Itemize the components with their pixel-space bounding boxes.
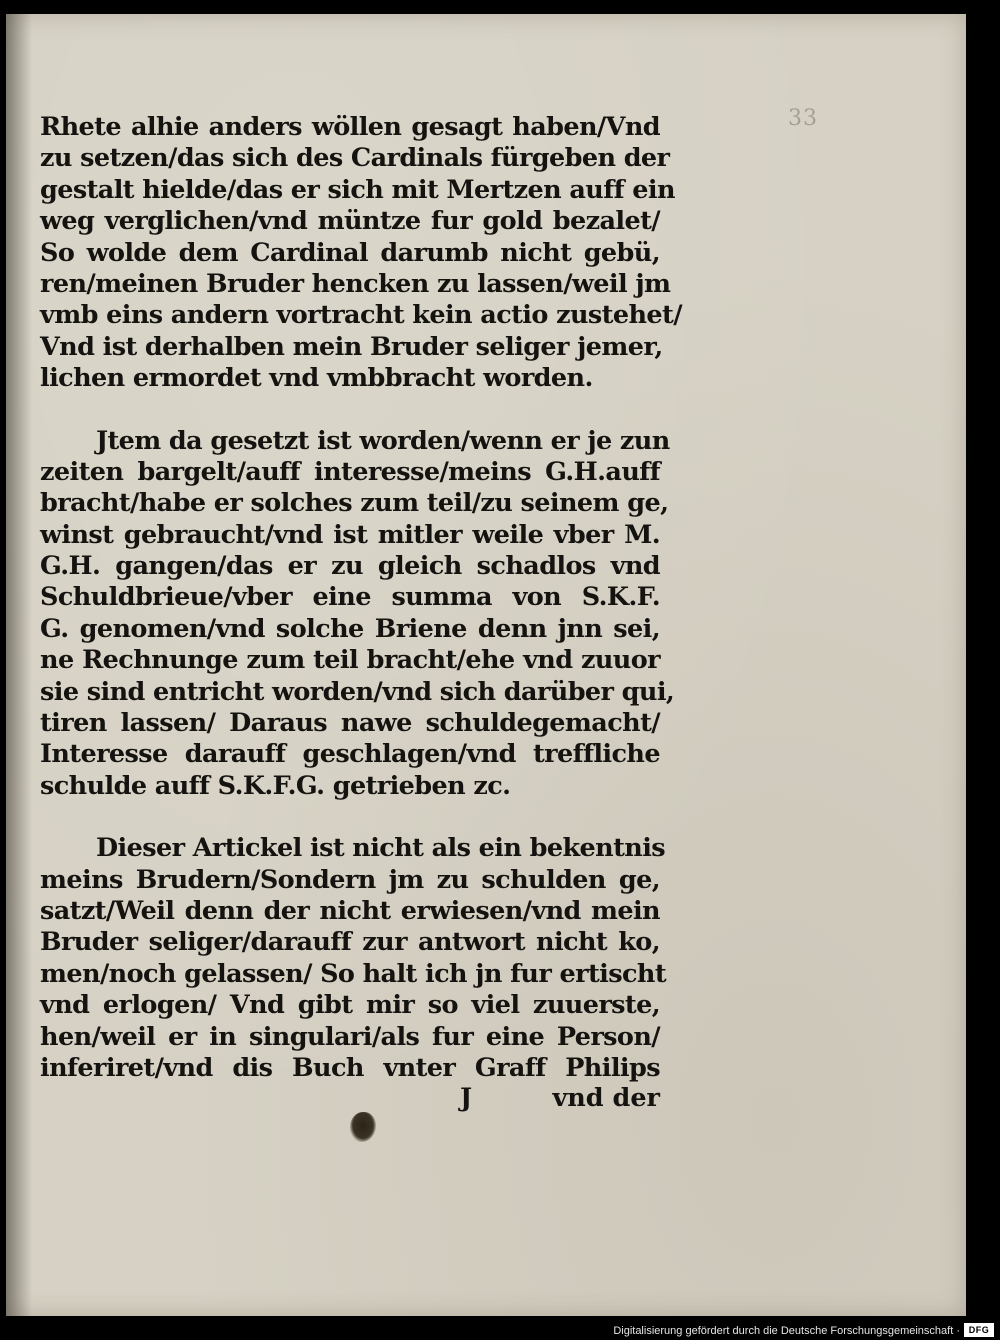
text-line: Rhete alhie anders wöllen gesagt haben/Vnd xyxy=(40,112,660,142)
paragraph-3 xyxy=(40,833,667,1084)
text-line: Jtem da gesetzt ist worden/wenn er je zun xyxy=(96,425,670,456)
text-line: satzt/Weil denn der nicht erwiesen/vnd mein xyxy=(40,895,660,926)
footer-bar xyxy=(0,1316,1000,1340)
page-number: 33 xyxy=(788,106,818,131)
catchword-line xyxy=(40,1082,660,1114)
paragraph-1 xyxy=(40,112,682,395)
text-line: Dieser Artickel ist nicht als ein bekentnis xyxy=(96,833,666,864)
dfg-logo: DFG xyxy=(964,1323,994,1337)
text-line: ren/meinen Bruder hencken zu lassen/weil jm xyxy=(40,268,671,299)
ink-blot xyxy=(350,1112,376,1142)
text-line: vnd erlogen/ Vnd gibt mir so viel zuuerste, xyxy=(40,990,660,1021)
text-line: inferiret/vnd dis Buch vnter Graff Philips xyxy=(40,1052,660,1083)
text-line: Interesse darauff geschlagen/vnd treffliche xyxy=(40,739,660,770)
text-line: So wolde dem Cardinal darumb nicht gebü, xyxy=(40,237,660,268)
text-line: Schuldbrieue/vber eine summa von S.K.F. xyxy=(40,582,660,613)
text-line: winst gebraucht/vnd ist mitler weile vber M. xyxy=(40,519,660,550)
text-line: lichen ermordet vnd vmbbracht worden. xyxy=(40,363,593,394)
book-page xyxy=(6,14,966,1316)
text-line: men/noch gelassen/ So halt ich jn fur ertischt xyxy=(40,958,667,989)
text-line: Bruder seliger/darauff zur antwort nicht ko, xyxy=(40,927,660,958)
text-line: bracht/habe er solches zum teil/zu seinem ge, xyxy=(40,488,669,519)
text-line: zeiten bargelt/auff interesse/meins G.H.auff xyxy=(40,456,660,487)
text-line: zu setzen/das sich des Cardinals fürgeben der xyxy=(40,143,670,174)
text-line: schulde auff S.K.F.G. getrieben zc. xyxy=(40,770,511,801)
text-line: weg verglichen/vnd müntze fur gold bezalet/ xyxy=(40,206,660,237)
text-line: ne Rechnunge zum teil bracht/ehe vnd zuuor xyxy=(40,645,660,676)
catchword: vnd der xyxy=(552,1083,660,1113)
page-gutter-shadow xyxy=(6,14,32,1316)
text-line: hen/weil er in singulari/als fur eine Person/ xyxy=(40,1021,660,1052)
text-line: tiren lassen/ Daraus nawe schuldegemacht/ xyxy=(40,708,660,739)
paragraph-2 xyxy=(40,425,675,803)
funding-notice: Digitalisierung gefördert durch die Deutsche Forschungsgemeinschaft · xyxy=(613,1325,960,1337)
text-line: G.H. gangen/das er zu gleich schadlos vnd xyxy=(40,551,660,582)
text-line: sie sind entricht worden/vnd sich darüber qui, xyxy=(40,676,675,707)
text-line: vmb eins andern vortracht kein actio zustehet/ xyxy=(40,300,682,331)
text-line: Vnd ist derhalben mein Bruder seliger jemer, xyxy=(40,331,663,362)
text-line: meins Brudern/Sondern jm zu schulden ge, xyxy=(40,864,660,895)
text-block xyxy=(40,112,682,1084)
text-line: G. genomen/vnd solche Briene denn jnn sei, xyxy=(40,613,660,644)
text-line: gestalt hielde/das er sich mit Mertzen auff ein xyxy=(40,174,675,205)
signature-mark: J xyxy=(460,1083,473,1113)
